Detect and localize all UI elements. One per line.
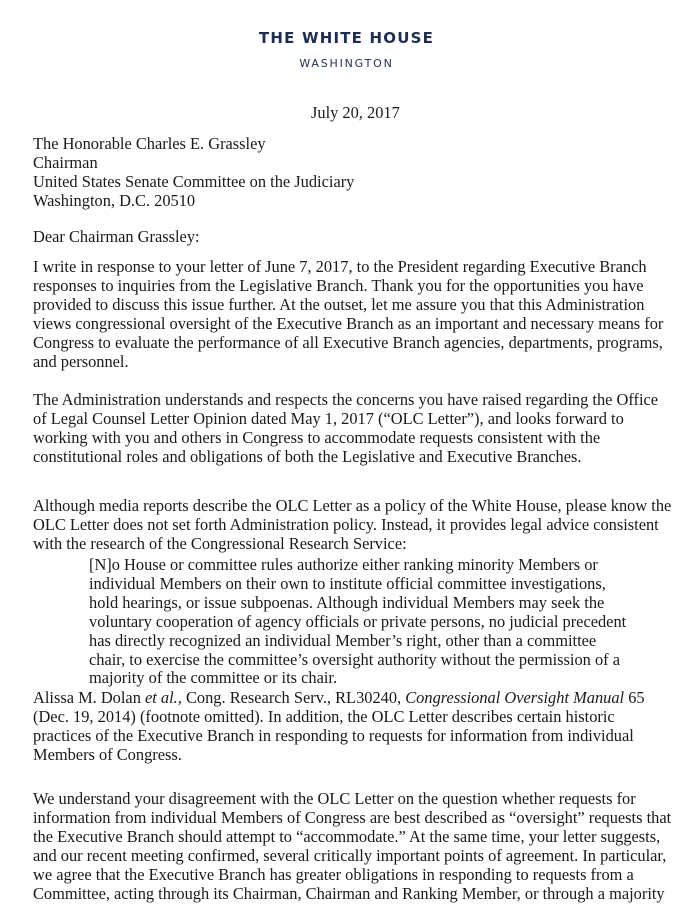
text-line: hold hearings, or issue subpoenas. Although individual Members may seek the [89,592,605,612]
citation-line [33,689,645,708]
citation-page: 65 [624,688,645,707]
text-line: Members of Congress. [33,744,182,764]
citation-source: , Cong. Research Serv., RL30240, [177,688,406,707]
text-line: Congress to evaluate the performance of all Executive Branch agencies, departments, programs, [33,332,663,352]
block-quote [89,556,626,688]
text-line: has directly recognized an individual Member’s right, other than a committee [89,630,597,650]
text-line: constitutional roles and obligations of both the Legislative and Executive Branches. [33,446,582,466]
text-line: Washington, D.C. 20510 [33,190,196,210]
citation-title: Congressional Oversight Manual [405,688,625,707]
text-line: information from individual Members of Congress are best described as “oversight” requests that [33,807,672,827]
citation-etal: et al. [145,688,178,707]
paragraph-4 [33,708,634,765]
letterhead-subtitle: WASHINGTON [299,57,394,70]
text-line: OLC Letter does not set forth Administration policy. Instead, it provides legal advice consistent [33,514,659,534]
text-line: individual Members on their own to institute official committee investigations, [89,573,606,593]
text-line: views congressional oversight of the Executive Branch as an important and necessary means for [33,313,664,333]
paragraph-1 [33,258,663,371]
text-line: The Honorable Charles E. Grassley [33,134,266,153]
text-line: working with you and others in Congress to accommodate requests consistent with the [33,427,601,447]
text-line: and personnel. [33,351,129,371]
text-line: Although media reports describe the OLC Letter as a policy of the White House, please know the [33,496,672,515]
text-line: I write in response to your letter of June 7, 2017, to the President regarding Executive Branch [33,257,647,276]
text-line: we agree that the Executive Branch has greater obligations in responding to requests from a [33,864,634,884]
text-line: United States Senate Committee on the Judiciary [33,171,355,191]
text-line: responses to inquiries from the Legislative Branch. Thank you for the opportunities you have [33,275,644,295]
text-line: and our recent meeting confirmed, several critically important points of agreement. In particular, [33,845,667,865]
text-line: with the research of the Congressional Research Service: [33,533,407,553]
text-line: practices of the Executive Branch in responding to requests for information from individual [33,725,634,745]
text-line: [N]o House or committee rules authorize either ranking minority Members or [89,555,598,574]
paragraph-2 [33,391,658,467]
text-line: Chairman [33,152,98,172]
text-line: chair, to exercise the committee’s oversight authority without the permission of a [89,649,620,669]
paragraph-3 [33,497,671,554]
citation-author: Alissa M. Dolan [33,688,145,707]
address-block [33,135,354,211]
text-line: majority of the committee or its chair. [89,668,338,688]
text-line: The Administration understands and respects the concerns you have raised regarding the Office [33,390,659,409]
text-line: of Legal Counsel Letter Opinion dated May 1, 2017 (“OLC Letter”), and looks forward to [33,408,624,428]
text-line: We understand your disagreement with the OLC Letter on the question whether requests for [33,789,636,808]
letterhead-title: THE WHITE HOUSE [258,29,435,47]
text-line: the Executive Branch should attempt to “accommodate.” At the same time, your letter suggests, [33,826,661,846]
text-line: (Dec. 19, 2014) (footnote omitted). In addition, the OLC Letter describes certain historic [33,707,615,726]
letter-date: July 20, 2017 [311,103,400,122]
text-line: provided to discuss this issue further. At the outset, let me assure you that this Administration [33,294,645,314]
salutation: Dear Chairman Grassley: [33,227,200,246]
text-line: Committee, acting through its Chairman, Chairman and Ranking Member, or through a majority [33,883,665,903]
paragraph-5 [33,790,671,903]
text-line: voluntary cooperation of agency officials or private persons, no judicial precedent [89,611,627,631]
